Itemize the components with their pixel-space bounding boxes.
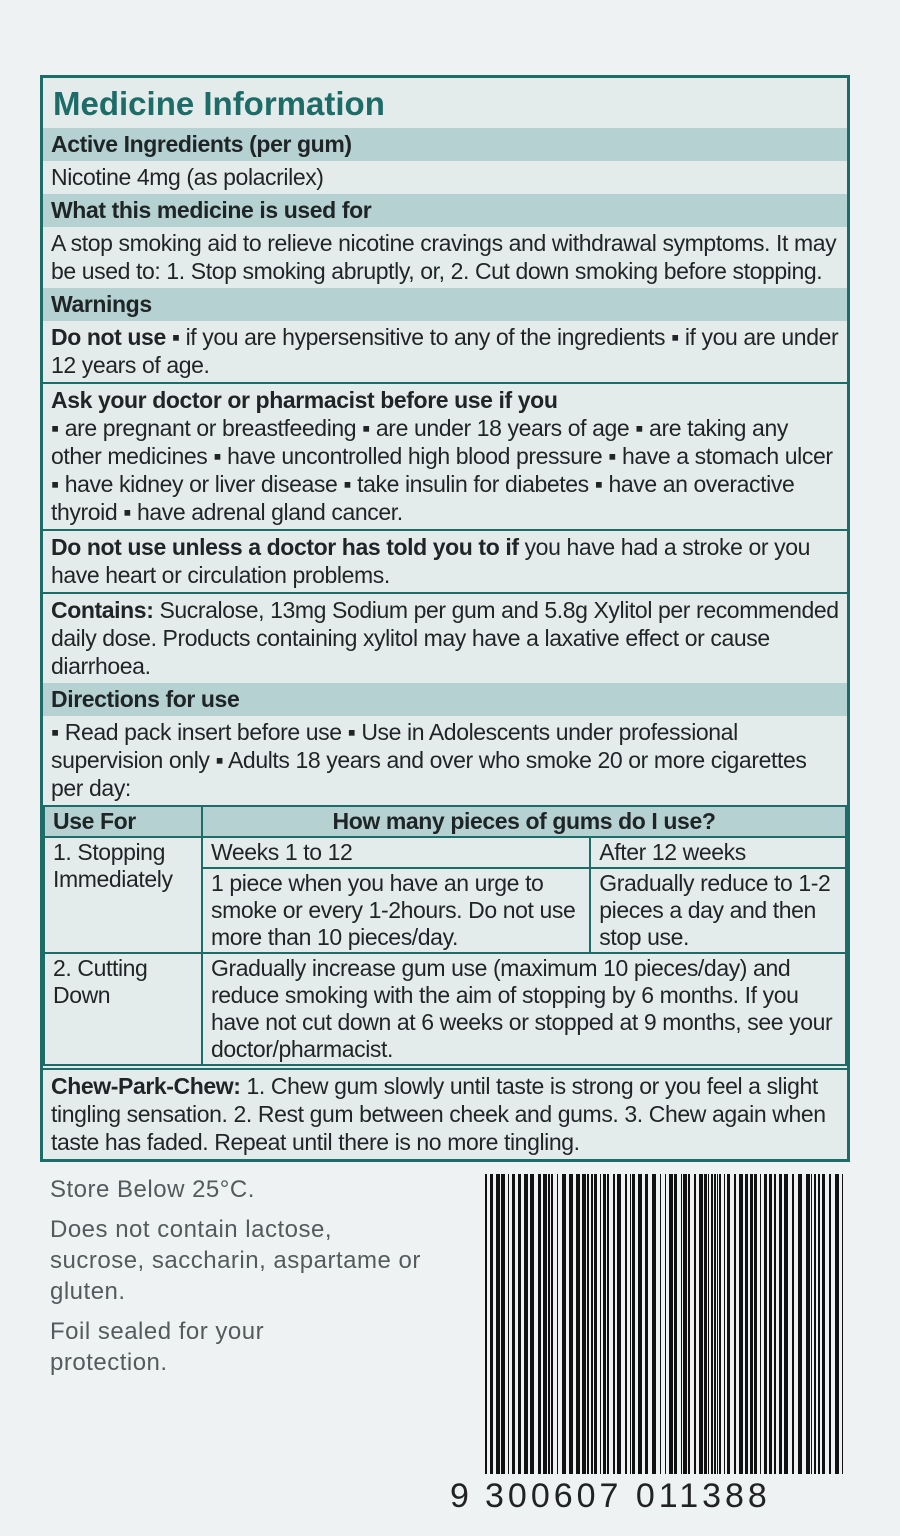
barcode-bar [711, 1174, 713, 1474]
contains-label: Contains: [51, 597, 154, 623]
directions-text: ▪ Read pack insert before use ▪ Use in Adolescents under professional supervision only ▪ Adults 18 years and over who smoke 20 or more cigarettes per day: [51, 719, 807, 801]
ask-doctor-text: ▪ are pregnant or breastfeeding ▪ are under 18 years of age ▪ are taking any other medicines ▪ have uncontrolled high blood pressure ▪ have a stomach ulcer ▪ have kidney or liver disease ▪ take insulin for diabetes ▪ have an overactive thyroid ▪ have adrenal gland cancer. [51, 415, 833, 525]
do-not-use-text: ▪ if you are hypersensitive to any of the ingredients ▪ if you are under 12 years of age. [51, 324, 839, 378]
barcode-bar [727, 1174, 730, 1474]
after-12-header: After 12 weeks [590, 837, 846, 868]
cutting-text: Gradually increase gum use (maximum 10 pieces/day) and reduce smoking with the aim of stopping by 6 months. If you have not cut down at 6 weeks or stopped at 9 months, see your doctor/pharmacist. [202, 953, 846, 1065]
barcode-first-digit: 9 [450, 1477, 473, 1515]
barcode-bar [638, 1174, 642, 1474]
barcode-bar [617, 1174, 621, 1474]
barcode-bar [518, 1174, 521, 1474]
barcode-bar [806, 1174, 810, 1474]
barcode-bar [538, 1174, 541, 1474]
barcode-bar [811, 1174, 812, 1474]
unless-doctor-warning [43, 529, 847, 592]
barcode-bar [769, 1174, 772, 1474]
chew-text: 1. Chew gum slowly until taste is strong or you feel a slight tingling sensation. 2. Rest gum between cheek and gums. 3. Chew again when taste has faded. Repeat until there is no more tingling. [51, 1073, 826, 1155]
ask-doctor-section [43, 382, 847, 529]
barcode-bar [603, 1174, 606, 1474]
do-not-use-label: Do not use [51, 324, 166, 350]
barcode-bar [681, 1174, 682, 1474]
barcode-bar [632, 1174, 635, 1474]
barcode-bar [779, 1174, 782, 1474]
barcode-bar [674, 1174, 677, 1474]
barcode-bar [625, 1174, 627, 1474]
contains-section [43, 592, 847, 683]
barcode-bar [607, 1174, 609, 1474]
barcode-bar [708, 1174, 709, 1474]
barcode-bar [548, 1174, 550, 1474]
barcode-bar [645, 1174, 648, 1474]
unless-text: you have had a stroke or you have heart or circulation problems. [51, 534, 811, 588]
barcode-bar [613, 1174, 615, 1474]
barcode-bar [669, 1174, 673, 1474]
stopping-label: 1. Stopping Immediately [44, 837, 202, 953]
barcode-bar [594, 1174, 597, 1474]
barcode-bar [694, 1174, 696, 1474]
directions-heading: Directions for use [51, 686, 240, 712]
barcode-bar [764, 1174, 767, 1474]
barcode-bar [587, 1174, 589, 1474]
weeks-1-12-text: 1 piece when you have an urge to smoke or every 1-2hours. Do not use more than 10 pieces/day. [202, 868, 590, 953]
barcode-bar [835, 1174, 839, 1474]
barcode-bar [652, 1174, 656, 1474]
barcode-bar [530, 1174, 534, 1474]
barcode-bar [719, 1174, 721, 1474]
dosage-table [43, 805, 847, 1066]
barcode-bar [784, 1174, 788, 1474]
active-ingredients-heading: Active Ingredients (per gum) [51, 131, 352, 157]
foil-text: Foil sealed for your protection. [50, 1318, 265, 1376]
barcode-bar [683, 1174, 687, 1474]
barcode-bar [704, 1174, 707, 1474]
barcode-bar [724, 1174, 725, 1474]
how-many-header: How many pieces of gums do I use? [202, 806, 846, 837]
barcode-bar [714, 1174, 716, 1474]
barcode [485, 1174, 855, 1474]
barcode-bar [508, 1174, 509, 1474]
barcode-bar [501, 1174, 505, 1474]
barcode-bar [829, 1174, 831, 1474]
do-not-use-warning [43, 321, 847, 382]
use-for-header: Use For [44, 806, 202, 837]
active-ingredients-text: Nicotine 4mg (as polacrilex) [51, 164, 324, 190]
barcode-bar [818, 1174, 820, 1474]
barcode-bar [774, 1174, 776, 1474]
barcode-bar [551, 1174, 553, 1474]
barcode-bar [798, 1174, 802, 1474]
barcode-bar [524, 1174, 528, 1474]
barcode-bar [576, 1174, 580, 1474]
barcode-bar [754, 1174, 757, 1474]
cutting-label: 2. Cutting Down [44, 953, 202, 1065]
contains-text: Sucralose, 13mg Sodium per gum and 5.8g Xylitol per recommended daily dose. Products containing xylitol may have a laxative effect or cause diarrhoea. [51, 597, 839, 679]
barcode-bar [591, 1174, 593, 1474]
allergen-text: Does not contain lactose, sucrose, saccharin, aspartame or gluten. [50, 1216, 421, 1305]
after-12-text: Gradually reduce to 1-2 pieces a day and then stop use. [590, 868, 846, 953]
barcode-bar [792, 1174, 794, 1474]
barcode-bar [557, 1174, 558, 1474]
barcode-bar [842, 1174, 843, 1474]
barcode-bar [660, 1174, 661, 1474]
barcode-bar [582, 1174, 586, 1474]
barcode-bar [562, 1174, 566, 1474]
usage-text: A stop smoking aid to relieve nicotine cravings and withdrawal symptoms. It may be used to: 1. Stop smoking abruptly, or, 2. Cut down smoking before stopping. [51, 230, 837, 284]
medicine-information-panel [40, 75, 850, 1162]
weeks-1-12-header: Weeks 1 to 12 [202, 837, 590, 868]
barcode-bar [814, 1174, 816, 1474]
barcode-bar [600, 1174, 601, 1474]
barcode-bar [739, 1174, 743, 1474]
barcode-bar [496, 1174, 500, 1474]
barcode-bar [665, 1174, 666, 1474]
barcode-bar [734, 1174, 736, 1474]
chew-label: Chew-Park-Chew: [51, 1073, 241, 1099]
barcode-bar [512, 1174, 515, 1474]
barcode-bar [760, 1174, 761, 1474]
warnings-heading: Warnings [51, 291, 152, 317]
barcode-bar [688, 1174, 690, 1474]
barcode-bar [822, 1174, 825, 1474]
barcode-bar [717, 1174, 718, 1474]
ask-doctor-heading: Ask your doctor or pharmacist before use if you [51, 387, 558, 413]
barcode-bar [543, 1174, 547, 1474]
barcode-bar [490, 1174, 493, 1474]
usage-heading: What this medicine is used for [51, 197, 372, 223]
barcode-bar [750, 1174, 753, 1474]
barcode-digits: 300607 011388 [485, 1477, 771, 1515]
barcode-bar [699, 1174, 703, 1474]
panel-title: Medicine Information [53, 85, 385, 122]
barcode-bar [630, 1174, 631, 1474]
storage-text: Store Below 25°C. [50, 1176, 255, 1203]
barcode-bar [745, 1174, 748, 1474]
barcode-bar [485, 1174, 487, 1474]
barcode-bar [569, 1174, 573, 1474]
unless-label: Do not use unless a doctor has told you to if [51, 534, 519, 560]
chew-park-chew [43, 1068, 847, 1159]
